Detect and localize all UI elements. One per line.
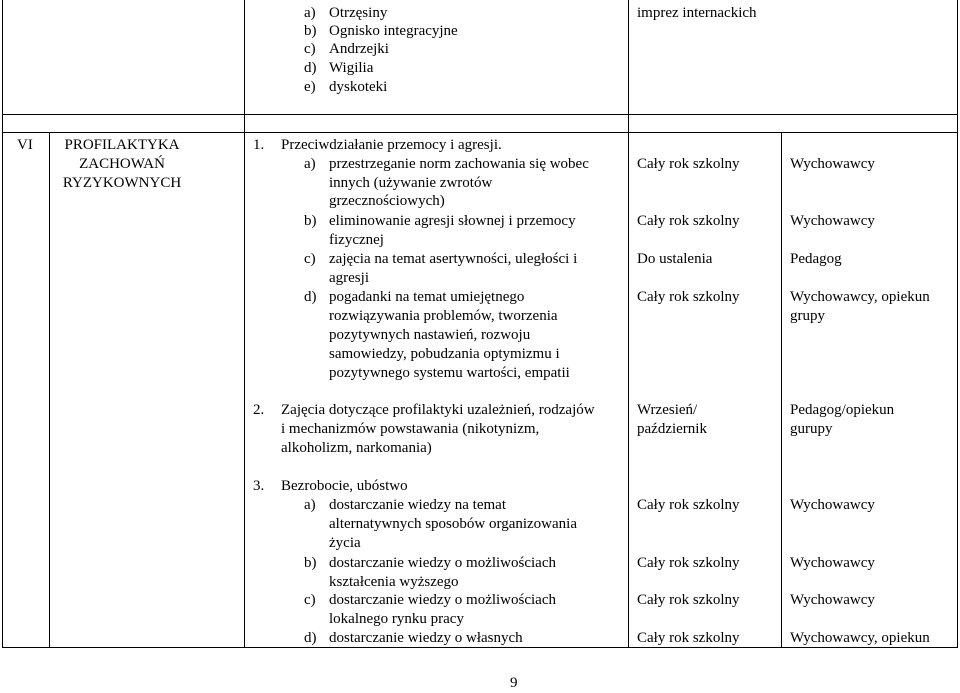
term-cell: Cały rok szkolny xyxy=(637,630,740,646)
sub-text: dostarczanie wiedzy o możliwościach xyxy=(329,592,556,608)
responsible-cell: Wychowawcy xyxy=(790,156,875,172)
section-number: VI xyxy=(17,137,33,153)
table-border-left xyxy=(2,0,3,647)
list-letter: d) xyxy=(304,60,317,76)
col-divider-1 xyxy=(49,132,50,647)
term-cell: Cały rok szkolny xyxy=(637,497,740,513)
term-cell: Cały rok szkolny xyxy=(637,213,740,229)
responsible-cell: Wychowawcy xyxy=(790,592,875,608)
list-letter: a) xyxy=(304,5,316,21)
task-title: Przeciwdziałanie przemocy i agresji. xyxy=(281,137,502,153)
event-term: imprez internackich xyxy=(637,5,757,21)
list-item: Otrzęsiny xyxy=(329,5,388,21)
col-divider-4 xyxy=(781,132,782,647)
term-cell: Cały rok szkolny xyxy=(637,592,740,608)
list-item: Wigilia xyxy=(329,60,374,76)
responsible-cell: Wychowawcy xyxy=(790,213,875,229)
section-title-line: ZACHOWAŃ xyxy=(79,156,165,172)
section-title-line: PROFILAKTYKA xyxy=(64,137,180,153)
responsible-cell: Wychowawcy, opiekun xyxy=(790,630,930,646)
sub-text: lokalnego rynku pracy xyxy=(329,611,464,627)
sub-letter: c) xyxy=(304,251,316,267)
sub-letter: a) xyxy=(304,497,316,513)
row-divider-1 xyxy=(2,114,958,115)
list-letter: e) xyxy=(304,79,316,95)
sub-text: dostarczanie wiedzy o własnych xyxy=(329,630,523,646)
task-text: Zajęcia dotyczące profilaktyki uzależnień, rodzajów xyxy=(281,402,595,418)
sub-text: pogadanki na temat umiejętnego xyxy=(329,289,525,305)
task-text: alkoholizm, narkomania) xyxy=(281,440,432,456)
sub-letter: c) xyxy=(304,592,316,608)
sub-text: pozytywnych nastawień, rozwoju xyxy=(329,327,531,343)
list-item: Andrzejki xyxy=(329,41,389,57)
sub-text: innych (używanie zwrotów xyxy=(329,175,493,191)
sub-text: eliminowanie agresji słownej i przemocy xyxy=(329,213,576,229)
responsible-cell: grupy xyxy=(790,308,825,324)
list-letter: b) xyxy=(304,23,317,39)
sub-text: życia xyxy=(329,535,361,551)
section-title-line: RYZYKOWNYCH xyxy=(62,175,182,191)
table-border-right xyxy=(957,0,958,647)
sub-text: pozytywnego systemu wartości, empatii xyxy=(329,365,570,381)
sub-text: dostarczanie wiedzy o możliwościach xyxy=(329,555,556,571)
sub-text: rozwiązywania problemów, tworzenia xyxy=(329,308,558,324)
list-letter: c) xyxy=(304,41,316,57)
sub-letter: a) xyxy=(304,156,316,172)
term-cell: Cały rok szkolny xyxy=(637,156,740,172)
sub-letter: b) xyxy=(304,555,317,571)
sub-text: samowiedzy, pobudzania optymizmu i xyxy=(329,346,560,362)
task-number: 2. xyxy=(253,402,265,418)
sub-text: dostarczanie wiedzy na temat xyxy=(329,497,506,513)
responsible-cell: Pedagog/opiekun xyxy=(790,402,895,418)
responsible-cell: Wychowawcy xyxy=(790,555,875,571)
term-cell: Wrzesień/ xyxy=(637,402,698,418)
task-number: 3. xyxy=(253,478,265,494)
sub-text: alternatywnych sposobów organizowania xyxy=(329,516,577,532)
term-cell: Cały rok szkolny xyxy=(637,555,740,571)
sub-text: przestrzeganie norm zachowania się wobec xyxy=(329,156,589,172)
col-divider-3 xyxy=(628,0,629,647)
list-item: Ognisko integracyjne xyxy=(329,23,458,39)
responsible-cell: gurupy xyxy=(790,421,833,437)
col-divider-2 xyxy=(244,0,245,647)
term-cell: październik xyxy=(637,421,707,437)
responsible-cell: Pedagog xyxy=(790,251,842,267)
sub-text: fizycznej xyxy=(329,232,384,248)
responsible-cell: Wychowawcy xyxy=(790,497,875,513)
sub-letter: d) xyxy=(304,289,317,305)
page-number: 9 xyxy=(510,675,518,691)
task-text: i mechanizmów powstawania (nikotynizm, xyxy=(281,421,540,437)
term-cell: Cały rok szkolny xyxy=(637,289,740,305)
term-cell: Do ustalenia xyxy=(637,251,713,267)
sub-text: grzecznościowych) xyxy=(329,193,445,209)
sub-text: zajęcia na temat asertywności, uległości i xyxy=(329,251,578,267)
sub-text: kształcenia wyższego xyxy=(329,574,459,590)
sub-text: agresji xyxy=(329,270,369,286)
sub-letter: d) xyxy=(304,630,317,646)
list-item: dyskoteki xyxy=(329,79,388,95)
task-title: Bezrobocie, ubóstwo xyxy=(281,478,408,494)
task-number: 1. xyxy=(253,137,265,153)
sub-letter: b) xyxy=(304,213,317,229)
responsible-cell: Wychowawcy, opiekun xyxy=(790,289,930,305)
row-divider-2 xyxy=(2,132,958,133)
